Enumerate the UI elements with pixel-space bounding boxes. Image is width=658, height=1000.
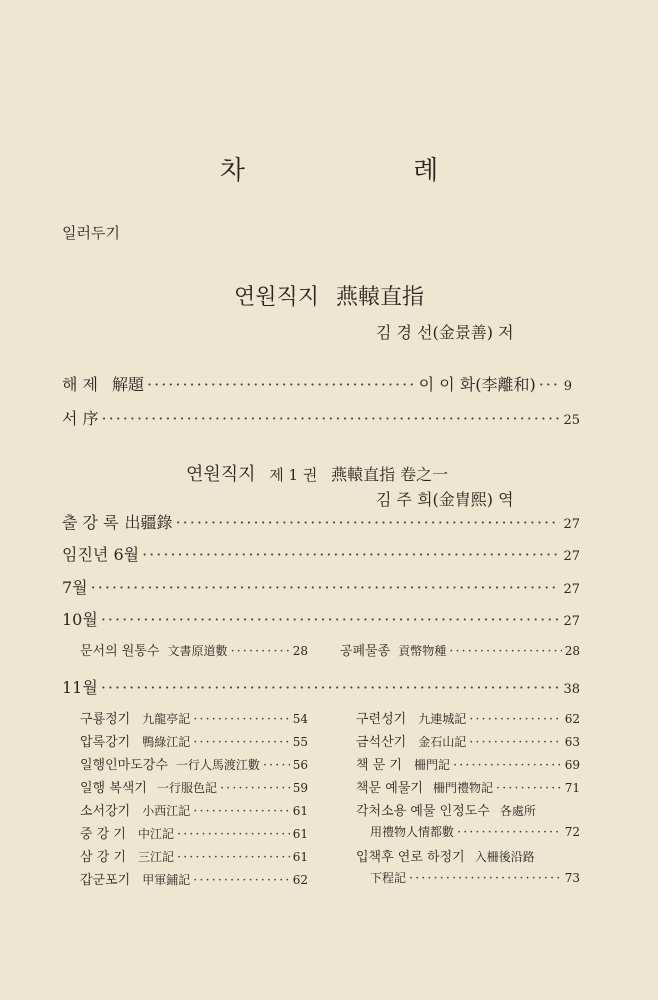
leader-dots [101, 678, 561, 697]
toc-subentry [80, 869, 308, 888]
toc-entry-page: 28 [292, 644, 308, 658]
toc-subentry [370, 869, 580, 886]
leader-dots [453, 758, 562, 773]
leader-dots [263, 758, 290, 773]
leader-dots [449, 644, 561, 659]
toc-subentry [80, 640, 308, 659]
toc-subentry [80, 731, 308, 750]
leader-dots [91, 578, 561, 597]
toc-entry-page: 69 [564, 758, 580, 772]
toc-entry-label: 구룡정기 [80, 712, 131, 727]
toc-subentry [356, 754, 580, 773]
book-title [0, 280, 658, 311]
toc-entry-page: 54 [292, 712, 308, 726]
toc-entry [62, 607, 580, 630]
toc-entry-page: 73 [564, 871, 580, 885]
toc-entry-page: 59 [292, 781, 308, 795]
toc-entry-label: 서 序 [62, 409, 99, 428]
toc-entry-page: 28 [564, 644, 580, 658]
leader-dots [193, 804, 289, 819]
toc-entry-label: 임진년 6월 [62, 545, 140, 564]
book-author: 김 경 선(金景善) 저 [376, 323, 514, 342]
toc-subentry [80, 708, 308, 727]
volume-translator: 김 주 희(金胄熙) 역 [376, 490, 514, 509]
toc-entry-hanja: 小西江記 [142, 804, 191, 818]
toc-subentry [80, 823, 308, 842]
toc-entry-label: 공폐물종 [340, 644, 391, 659]
leader-dots [469, 712, 561, 727]
toc-entry-label: 입책후 연로 하정기 [356, 850, 465, 865]
toc-entry-label: 구련성기 [356, 712, 407, 727]
toc-entry-label: 압록강기 [80, 735, 131, 750]
toc-entry-label: 11월 [62, 678, 98, 697]
volume-number: 제 1 권 [269, 466, 318, 484]
toc-entry-label: 각처소용 예물 인정도수 [356, 804, 490, 819]
leader-dots [469, 735, 561, 750]
volume-title [186, 460, 448, 486]
leader-dots [539, 375, 561, 394]
toc-entry-page: 61 [292, 827, 308, 841]
toc-entry-page: 56 [292, 758, 308, 772]
leader-dots [176, 513, 561, 532]
toc-entry-label: 중 강 기 [80, 827, 126, 842]
toc-entry-page: 25 [563, 413, 580, 428]
toc-entry-page: 27 [563, 614, 580, 629]
toc-subentry [80, 800, 308, 819]
toc-subentry [356, 708, 580, 727]
toc-entry-page: 61 [292, 850, 308, 864]
leader-dots [193, 873, 289, 888]
leader-dots [496, 781, 562, 796]
leader-dots [147, 375, 416, 394]
toc-entry-label: 금석산기 [356, 735, 407, 750]
toc-subentry [80, 846, 308, 865]
leader-dots [457, 825, 562, 840]
toc-entry-page: 27 [563, 549, 580, 564]
leader-dots [193, 712, 289, 727]
toc-subentry [80, 777, 308, 796]
toc-entry [62, 406, 580, 429]
leader-dots [102, 409, 561, 428]
toc-entry-page: 27 [563, 582, 580, 597]
toc-entry-page: 72 [564, 825, 580, 839]
toc-entry-hanja: 一行人馬渡江數 [175, 758, 260, 772]
toc-entry-hanja: 三江記 [137, 850, 174, 864]
toc-entry-label: 출 강 록 [62, 513, 119, 532]
toc-subentry [356, 846, 580, 865]
toc-entry-hanja: 各處所 [499, 804, 536, 818]
toc-entry [62, 575, 580, 598]
toc-entry-label: 일행 복색기 [80, 781, 147, 796]
toc-entry-hanja: 甲軍鋪記 [142, 873, 191, 887]
toc-entry-page: 55 [292, 735, 308, 749]
toc-entry-label: 일행인마도강수 [80, 758, 168, 773]
toc-entry-label: 책문 예물기 [356, 781, 423, 796]
toc-subentry [340, 640, 580, 659]
toc-entry-hanja: 解題 [112, 375, 145, 394]
volume-title-hanja: 燕轅直指 卷之一 [331, 465, 449, 484]
toc-entry-hanja: 鴨綠江記 [142, 735, 191, 749]
book-title-hanja: 燕轅直指 [336, 285, 425, 310]
toc-entry-hanja: 一行服色記 [156, 781, 217, 795]
toc-entry-hanja: 下程記 [370, 871, 407, 885]
toc-subentry [356, 800, 580, 819]
toc-entry-hanja: 中江記 [137, 827, 174, 841]
toc-entry-label: 10월 [62, 610, 98, 629]
toc-entry-author: 이 이 화(李離和) [418, 375, 536, 394]
toc-subentry [370, 823, 580, 840]
toc-entry-page: 27 [563, 517, 580, 532]
toc-entry-label: 책 문 기 [356, 758, 402, 773]
leader-dots [142, 545, 560, 564]
toc-entry [62, 510, 580, 533]
toc-entry-hanja: 金石山記 [418, 735, 467, 749]
toc-subentry [356, 777, 580, 796]
leader-dots [177, 850, 290, 865]
leader-dots [101, 610, 561, 629]
volume-title-korean: 연원직지 [186, 464, 256, 485]
toc-entry-hanja: 出疆錄 [124, 513, 173, 532]
toc-subentry [80, 754, 308, 773]
toc-entry-hanja: 柵門記 [413, 758, 450, 772]
toc-entry-page: 71 [564, 781, 580, 795]
toc-entry-label: 삼 강 기 [80, 850, 126, 865]
toc-entry-page: 38 [563, 682, 580, 697]
leader-dots [231, 644, 290, 659]
toc-entry-label: 갑군포기 [80, 873, 131, 888]
toc-subentry [356, 731, 580, 750]
toc-entry-hanja: 九龍亭記 [142, 712, 191, 726]
toc-entry-label: 해 제 [62, 375, 98, 394]
toc-entry [62, 675, 580, 698]
book-title-korean: 연원직지 [233, 285, 319, 310]
leader-dots [177, 827, 290, 842]
toc-entry-label: 소서강기 [80, 804, 131, 819]
toc-entry-page: 62 [292, 873, 308, 887]
toc-entry-hanja: 貢幣物種 [398, 644, 447, 658]
page-title: 차 례 [219, 156, 519, 186]
toc-entry-hanja: 用禮物人情都數 [370, 825, 455, 839]
intro-note: 일러두기 [62, 224, 120, 242]
toc-entry-page: 9 [563, 379, 572, 394]
toc-entry-hanja: 九連城記 [418, 712, 467, 726]
leader-dots [409, 871, 562, 886]
toc-entry-hanja: 文書原道數 [167, 644, 228, 658]
toc-entry-page: 62 [564, 712, 580, 726]
leader-dots [220, 781, 290, 796]
toc-entry-hanja: 柵門禮物記 [432, 781, 493, 795]
toc-entry-page: 63 [564, 735, 580, 749]
toc-entry-label: 7월 [62, 578, 88, 597]
leader-dots [193, 735, 289, 750]
toc-entry-label: 문서의 원통수 [80, 644, 160, 659]
toc-entry [62, 542, 580, 565]
toc-entry-page: 61 [292, 804, 308, 818]
toc-entry-hanja: 入柵後沿路 [474, 850, 535, 864]
toc-entry [62, 372, 572, 395]
